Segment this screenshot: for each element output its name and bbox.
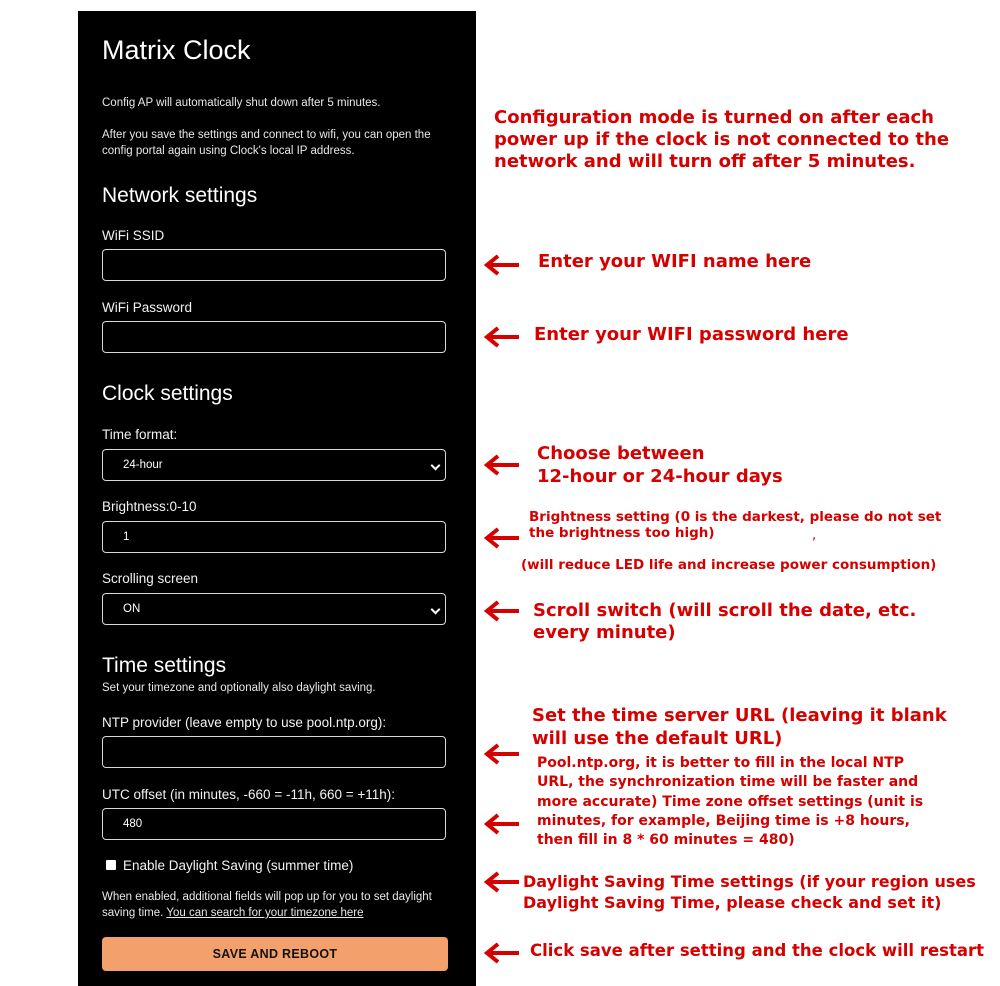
save-and-reboot-button[interactable]: SAVE AND REBOOT — [102, 937, 448, 971]
clock-settings-heading: Clock settings — [102, 382, 233, 405]
chevron-down-icon — [431, 605, 441, 615]
scrolling-screen-select[interactable] — [102, 593, 446, 625]
ntp-provider-input[interactable] — [102, 736, 446, 768]
annotation-time-format-2: 12-hour or 24-hour days — [537, 466, 783, 487]
chevron-down-icon — [431, 461, 441, 471]
arrow-left-icon — [483, 813, 521, 835]
arrow-left-icon — [483, 942, 521, 964]
annotation-dst: Daylight Saving Time settings (if your region uses Daylight Saving Time, please check and set it) — [523, 872, 976, 912]
arrow-left-icon — [483, 527, 521, 549]
annotation-config-mode: Configuration mode is turned on after each power up if the clock is not connected to the network and will turn off after 5 minutes. — [494, 107, 950, 172]
daylight-saving-help-text: When enabled, additional fields will pop up for you to set daylight saving time. — [102, 891, 432, 919]
annotation-brightness-1: Brightness setting (0 is the darkest, please do not set — [529, 509, 942, 525]
wifi-password-label: WiFi Password — [102, 300, 193, 315]
arrow-left-icon — [483, 743, 521, 765]
annotation-time-format-1: Choose between — [537, 443, 705, 464]
timezone-search-link[interactable]: You can search for your timezone here — [166, 907, 364, 919]
brightness-input[interactable] — [102, 521, 446, 553]
annotation-scroll-2: every minute) — [533, 622, 676, 643]
annotation-ntp-2: will use the default URL) — [532, 728, 783, 749]
ntp-provider-label: NTP provider (leave empty to use pool.ntp.org): — [102, 715, 387, 730]
arrow-left-icon — [483, 454, 521, 476]
annotation-wifi-name: Enter your WIFI name here — [538, 251, 812, 272]
time-format-value: 24-hour — [123, 459, 163, 471]
arrow-left-icon — [483, 254, 521, 276]
wifi-ssid-label: WiFi SSID — [102, 228, 165, 243]
network-settings-heading: Network settings — [102, 184, 258, 207]
arrow-left-icon — [483, 600, 521, 622]
annotation-scroll-1: Scroll switch (will scroll the date, etc. — [533, 600, 917, 621]
time-format-label: Time format: — [102, 427, 178, 442]
brightness-label: Brightness:0-10 — [102, 499, 197, 514]
annotation-ntp-1: Set the time server URL (leaving it blank — [532, 705, 947, 726]
arrow-left-icon — [483, 871, 521, 893]
wifi-ssid-input[interactable] — [102, 249, 446, 281]
daylight-saving-label: Enable Daylight Saving (summer time) — [123, 858, 354, 873]
time-settings-heading: Time settings — [102, 654, 227, 677]
page-title: Matrix Clock — [102, 35, 251, 65]
annotation-brightness-2: the brightness too high) — [529, 525, 715, 541]
brightness-value: 1 — [123, 531, 130, 543]
annotation-save: Click save after setting and the clock will restart — [530, 941, 985, 960]
utc-offset-input[interactable] — [102, 808, 446, 840]
time-format-select[interactable] — [102, 449, 446, 481]
config-portal-panel — [78, 11, 476, 986]
annotation-wifi-password: Enter your WIFI password here — [534, 324, 849, 345]
annotation-brightness-mark: , — [812, 527, 817, 543]
wifi-password-input[interactable] — [102, 321, 446, 353]
time-settings-subheading: Set your timezone and optionally also daylight saving. — [102, 682, 376, 694]
daylight-saving-checkbox[interactable] — [106, 860, 116, 870]
utc-offset-value: 480 — [123, 818, 143, 830]
scrolling-screen-label: Scrolling screen — [102, 571, 199, 586]
annotation-brightness-3: (will reduce LED life and increase power consumption) — [521, 557, 937, 573]
arrow-left-icon — [483, 326, 521, 348]
intro-text-2: After you save the settings and connect to wifi, you can open the config portal again using Clock's local IP address. — [102, 129, 431, 157]
intro-text-1: Config AP will automatically shut down after 5 minutes. — [102, 97, 381, 109]
annotation-ntp-3: Pool.ntp.org, it is better to fill in the local NTP URL, the synchronization time will be faster and more accurate) Time zone offset settings (unit is minutes, for example, Beijing time is +8 hours, then fill in 8 * 60 minutes = 480) — [537, 755, 924, 849]
utc-offset-label: UTC offset (in minutes, -660 = -11h, 660 = +11h): — [102, 787, 396, 802]
daylight-saving-help — [102, 889, 454, 921]
scrolling-screen-value: ON — [123, 603, 141, 615]
